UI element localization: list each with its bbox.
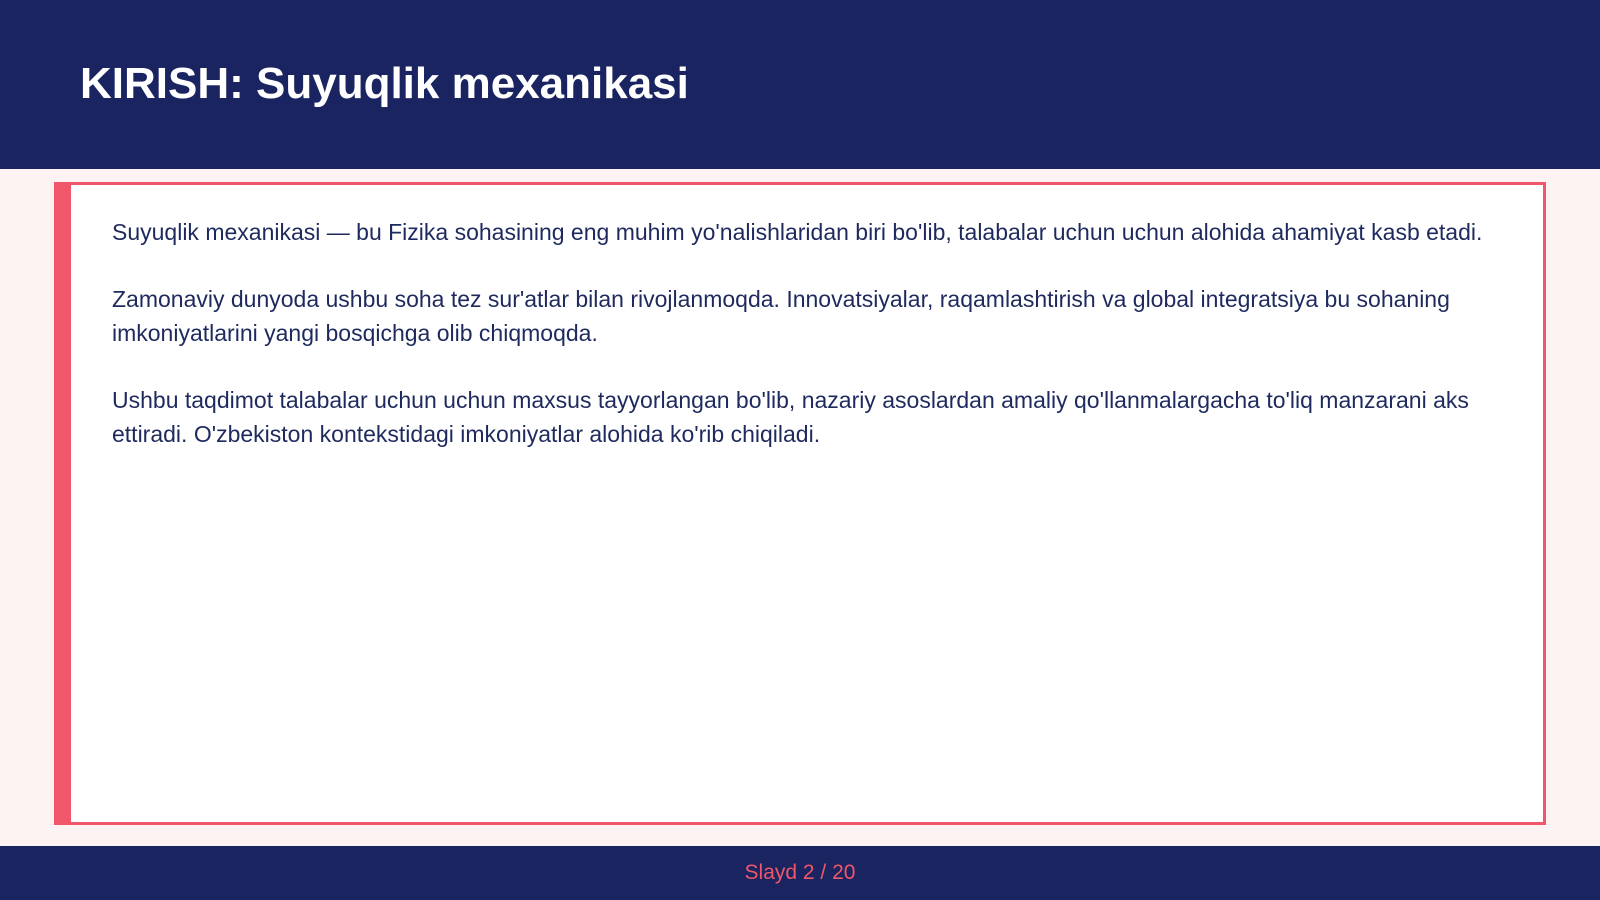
card-body <box>112 215 1502 484</box>
slide-counter: Slayd 2 / 20 <box>744 861 856 884</box>
intro-paragraph: Suyuqlik mexanikasi — bu Fizika sohasining eng muhim yo'nalishlaridan biri bo'lib, talabalar uchun uchun alohida ahamiyat kasb etadi. <box>112 219 1483 245</box>
modern-world-paragraph: Zamonaviy dunyoda ushbu soha tez sur'atlar bilan rivojlanmoqda. Innovatsiyalar, raqamlashtirish va global integratsiya bu sohaning imkoniyatlarini yangi bosqichga olib chiqmoqda. <box>112 286 1450 346</box>
slide-header <box>0 0 1600 169</box>
presentation-purpose-paragraph: Ushbu taqdimot talabalar uchun uchun maxsus tayyorlangan bo'lib, nazariy asoslardan amaliy qo'llanmalargacha to'liq manzarani aks ettiradi. O'zbekiston kontekstidagi imkoniyatlar alohida ko'rib chiqiladi. <box>112 387 1469 447</box>
slide-footer <box>0 846 1600 900</box>
slide-title: KIRISH: Suyuqlik mexanikasi <box>80 59 689 108</box>
content-card <box>54 182 1546 825</box>
